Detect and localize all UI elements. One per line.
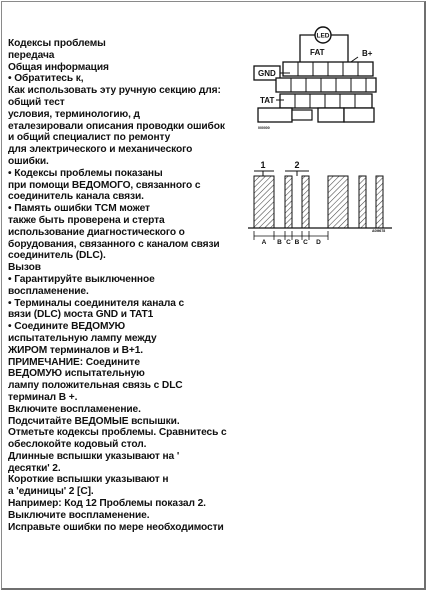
text-line: Например: Код 12 Проблемы показал 2. [8, 498, 206, 510]
text-line: ЖИРОМ терминалов и B+1. [8, 344, 144, 356]
text-line: Общая информация [8, 61, 109, 73]
text-line: и общий специалист по ремонту [8, 132, 171, 144]
text-line: десятки' 2. [8, 462, 61, 474]
flash-bar-short [285, 176, 292, 228]
bplus-label: B+ [362, 49, 373, 58]
tat-label: TAT [260, 96, 275, 105]
text-line: Как использовать эту ручную секцию для: [8, 85, 221, 97]
text-line: передача [8, 49, 55, 61]
text-line: терминал B +. [8, 391, 78, 403]
text-line: соединитель канала связи. [8, 191, 144, 203]
flash-segment-label: C [286, 239, 291, 246]
text-line: использование диагностического о [8, 226, 185, 238]
text-line: ошибки. [8, 155, 49, 167]
text-line: Вызов [8, 262, 41, 274]
text-line: Выключите воспламенение. [8, 509, 150, 521]
connector-fig-code: 000000 [258, 126, 270, 130]
text-line: Отметьте кодексы проблемы. Сравнитесь с [8, 427, 227, 439]
flash-bar-long [328, 176, 348, 228]
text-line: лампу положительная связь с DLC [8, 380, 183, 392]
text-line: Подсчитайте ВЕДОМЫЕ вспышки. [8, 415, 180, 427]
text-line: еталезировали описания проводки ошибок [8, 120, 225, 132]
text-line: общий тест [8, 96, 65, 108]
text-line: • Соедините ВЕДОМУЮ [8, 321, 126, 333]
text-line: • Терминалы соединителя канала с [8, 297, 185, 309]
text-line: вязи (DLC) моста GND и TAT1 [8, 309, 154, 321]
flash-segment-label: C [303, 239, 308, 246]
text-line: условия, терминологию, д [8, 108, 140, 120]
text-line: воспламенение. [8, 285, 89, 297]
text-line: также быть проверена и стерта [8, 214, 165, 226]
led-label: LED [316, 32, 330, 40]
text-line: а 'единицы' 2 [C]. [8, 486, 94, 498]
fat-label: FAT [310, 48, 325, 57]
flash-segment-label: B [294, 239, 300, 246]
text-line: испытательную лампу между [8, 332, 157, 344]
text-line: обеслокойте кодовый стол. [8, 439, 147, 451]
text-line: Короткие вспышки указывают н [8, 474, 169, 486]
flash-segment-label: B [277, 239, 282, 246]
text-line: Исправьте ошибки по мере необходимости [8, 521, 224, 533]
text-line: Включите воспламенение. [8, 403, 141, 415]
flash-segment-label: A [261, 239, 267, 246]
text-line: для электрического и механического [8, 144, 193, 156]
text-line: соединитель (DLC). [8, 250, 106, 262]
flash-fig-code: A0M678 [372, 229, 386, 233]
text-line: Кодексы проблемы [8, 38, 106, 49]
flash-bar-short [302, 176, 309, 228]
flash-bar-short [376, 176, 383, 228]
flash-group-label-1: 1 [260, 160, 266, 170]
flash-group-label-2: 2 [294, 160, 300, 170]
flash-bar-short [359, 176, 366, 228]
flash-bar-long [254, 176, 274, 228]
text-line: • Память ошибки TCM может [8, 203, 150, 215]
text-line: • Обратитесь к, [8, 73, 84, 85]
text-line: • Гарантируйте выключенное [8, 273, 155, 285]
gnd-label: GND [258, 69, 276, 78]
text-line: борудования, связанного с каналом связи [8, 238, 220, 250]
text-line: ВЕДОМУЮ испытательную [8, 368, 145, 380]
text-line: • Кодексы проблемы показаны [8, 167, 163, 179]
flash-segment-label: D [316, 239, 321, 246]
text-line: Длинные вспышки указывают на ' [8, 450, 180, 462]
text-line: при помощи ВЕДОМОГО, связанного с [8, 179, 201, 191]
text-line: ПРИМЕЧАНИЕ: Соедините [8, 356, 140, 368]
